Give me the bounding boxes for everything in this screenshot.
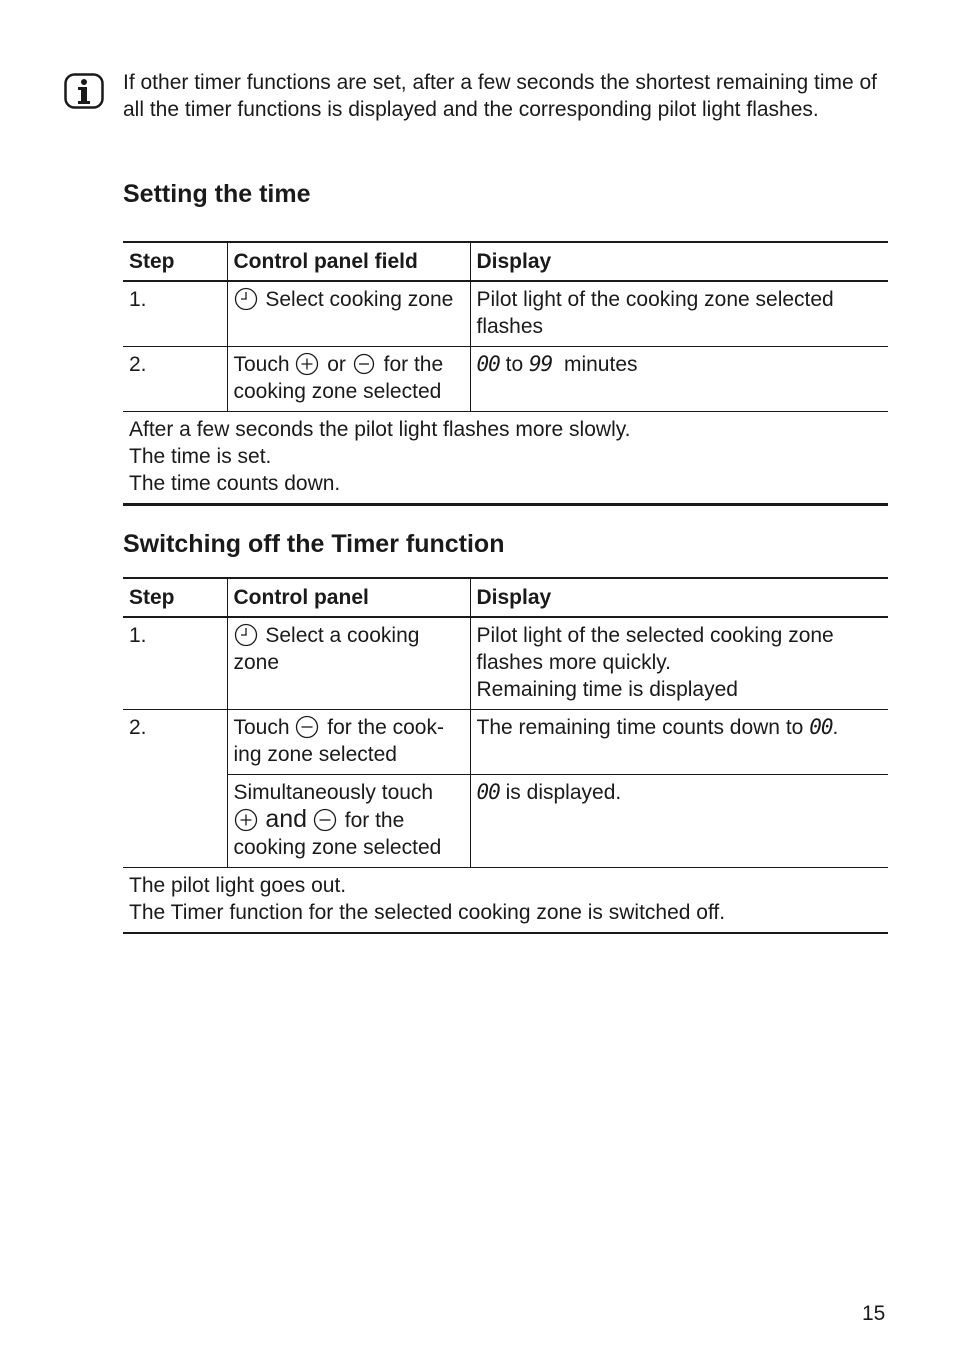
control-text: Touch [233,353,290,376]
display-cell [470,617,888,710]
plus-icon [295,352,319,376]
display-cell [470,775,888,868]
header-step: Step [123,578,227,617]
display-line: Pilot light of the selected cooking zone flashes more quickly. [476,624,834,674]
control-text: Simultaneously touch [233,781,434,804]
timer-icon [234,287,258,311]
display-text: to [505,353,524,376]
footer-line: The time is set. [129,445,272,468]
switching-off-table [123,577,888,934]
display-cell [470,347,888,412]
control-cell [227,617,470,710]
step-cell: 2. [123,710,227,868]
header-step: Step [123,242,227,281]
table-row [123,617,888,710]
minus-icon [352,352,376,376]
info-note: If other timer functions are set, after a few seconds the shortest remaining time of all the timer functions is displayed and the corresponding pilot light flashes. [123,71,878,121]
section-title-switching-off: Switching off the Timer function [123,530,505,558]
setting-time-table [123,241,888,506]
minus-icon [295,715,319,739]
control-text: Select a cooking zone [233,624,420,674]
table-header-row [123,242,888,281]
info-icon [64,73,104,109]
table-header-row [123,578,888,617]
table-footer-row [123,412,888,505]
display-text: minutes [563,353,638,376]
footer-cell [123,412,888,505]
header-control: Control panel [227,578,470,617]
header-display: Display [476,586,552,609]
table-footer-row [123,868,888,934]
control-text: or [327,353,346,376]
header-display: Display [476,250,552,273]
control-cell [227,347,470,412]
control-text: Select cooking zone [265,288,454,311]
table-row [123,710,888,775]
footer-cell [123,868,888,934]
page-number: 15 [862,1302,886,1325]
timer-icon [234,623,258,647]
control-text: for the cooking zone selected [233,353,444,403]
display-line: Remaining time is displayed [476,678,738,701]
footer-line: After a few seconds the pilot light flashes more slowly. [129,418,631,441]
step-cell: 1. [123,281,227,347]
step-cell: 2. [123,347,227,412]
footer-line: The pilot light goes out. [129,874,347,897]
display-digits: 00 [476,780,500,804]
display-text: is displayed. [505,781,622,804]
table-row [123,281,888,347]
display-cell: Pilot light of the cooking zone selected flashes [476,288,834,338]
minus-icon [313,808,337,832]
control-text: Touch [233,716,290,739]
plus-icon [234,808,258,832]
table-row [123,347,888,412]
display-cell [470,710,888,775]
control-text: for the cooking zone selected [233,809,442,859]
header-control: Control panel field [227,242,470,281]
control-cell [227,775,470,868]
step-cell: 1. [123,617,227,710]
display-text: The remaining time counts down to [476,716,804,739]
control-text: and [265,805,308,833]
display-digits: 99 [529,352,553,376]
footer-line: The Timer function for the selected cooking zone is switched off. [129,901,726,924]
section-title-setting-time: Setting the time [123,180,311,208]
footer-line: The time counts down. [129,472,341,495]
table-row [123,775,888,868]
display-digits: 00 [476,352,500,376]
control-text: for the cook-ing zone selected [233,716,444,766]
control-cell [227,281,470,347]
display-text: . [832,716,839,739]
control-cell [227,710,470,775]
display-digits: 00 [809,715,833,739]
